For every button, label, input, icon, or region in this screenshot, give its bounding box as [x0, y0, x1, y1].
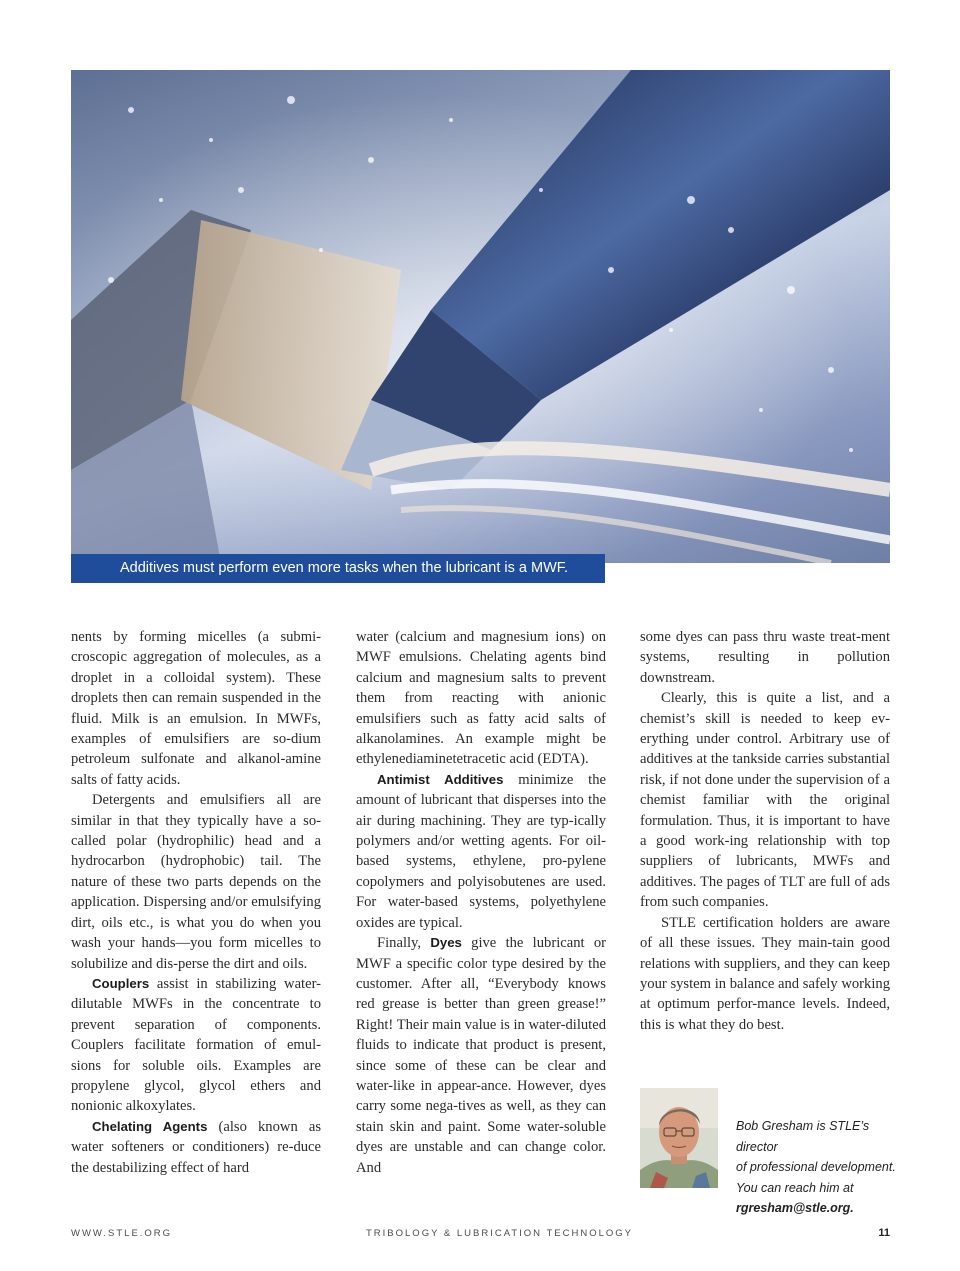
author-bio-line: You can reach him at [736, 1180, 854, 1195]
paragraph: water (calcium and magnesium ions) on MWF emulsions. Chelating agents bind calcium and magnesium salts to prevent them from reacting with anionic emulsifiers such as fatty acid salts of alkanolamines. An example might be ethylenediaminetetracetic acid (EDTA). [356, 629, 606, 768]
page-footer [71, 1228, 890, 1242]
author-bio-line: Bob Gresham is STLE’s director [736, 1119, 870, 1154]
author-bio-line: of professional development. [736, 1160, 896, 1175]
author-portrait [640, 1088, 718, 1188]
paragraph-chelating-agents: Chelating Agents (also known as water softeners or conditioners) re-duce the destabilizing effect of hard [71, 1118, 322, 1176]
text-column-2 [356, 627, 606, 1178]
paragraph: some dyes can pass thru waste treat-ment systems, resulting in pollution downstream. [640, 629, 890, 686]
article-photo [71, 70, 890, 563]
term-antimist-additives: Antimist Additives [377, 771, 504, 787]
author-bio [736, 1116, 896, 1219]
paragraph-antimist-additives: Antimist Additives minimize the amount of lubricant that disperses into the air during machining. They are typ-ically polymers and/or wetting agents. For oil-based systems, ethylene, pro-pylene copolymers and polyisobutenes are used. For water-based systems, polyethylene oxides are typical. [356, 771, 606, 931]
paragraph: nents by forming micelles (a submi-croscopic aggregation of molecules, as a droplet in a colloidal system). These droplets then can remain suspended in the fluid. Milk is an emulsion. In MWFs, examples of emulsifiers are so-dium petroleum sulfonate and alkanol-amine salts of fatty acids. [71, 629, 321, 788]
author-portrait-art [640, 1088, 718, 1188]
footer-publication: TRIBOLOGY & LUBRICATION TECHNOLOGY [366, 1228, 634, 1239]
paragraph: Clearly, this is quite a list, and a chemist’s skill is needed to keep ev-erything under control. Arbitrary use of additives at the tankside carries substantial risk, if not done under the supervision of a chemist familiar with the original formulation. Thus, it is important to have a good work-ing relationship with top suppliers of lubricants, MWFs and additives. The pages of TLT are full of ads from such companies. [640, 690, 890, 911]
page-number: 11 [878, 1227, 890, 1239]
paragraph: Detergents and emulsifiers all are similar in that they typically have a so-called polar (hydrophilic) head and a hydrocarbon (hydrophobic) tail. The nature of these two parts depends on the application. Dispersing and/or emulsifying dirt, oils etc., is what you do when you wash your hands—you form micelles to solubilize and dis-perse the dirt and oils. [71, 792, 321, 972]
paragraph-couplers: Couplers assist in stabilizing water-dilutable MWFs in the concentrate to prevent separation of components. Couplers facilitate formation of emul-sions for soluble oils. Examples are propylene glycol, glycol ethers and nonionic alkoxylates. [71, 975, 321, 1115]
author-email-link[interactable]: rgresham@stle.org. [736, 1201, 854, 1216]
paragraph: STLE certification holders are aware of all these issues. They main-tain good relations with suppliers, and they can keep your system in balance and safely working at optimum perfor-mance levels. Indeed, this is what they do best. [640, 914, 890, 1033]
photo-caption: Additives must perform even more tasks when the lubricant is a MWF. [71, 554, 605, 583]
paragraph-dyes: Finally, Dyes give the lubricant or MWF a specific color type desired by the customer. After all, “Everybody knows red grease is better than green grease!” Right! Their main value is in water-diluted fluids to indicate that product is present, since some of these can be clear and water-like in appear-ance. However, dyes carry some nega-tives as well, as they can stain skin and paint. Some water-soluble dyes are unstable and can change color. And [356, 935, 606, 1176]
footer-website[interactable]: WWW.STLE.ORG [71, 1228, 173, 1239]
term-dyes: Dyes [430, 935, 462, 951]
term-chelating-agents: Chelating Agents [92, 1118, 208, 1134]
machining-photo-art [71, 70, 890, 563]
term-couplers: Couplers [92, 975, 150, 991]
text-column-3 [640, 627, 890, 1035]
text-column-1 [71, 627, 321, 1178]
